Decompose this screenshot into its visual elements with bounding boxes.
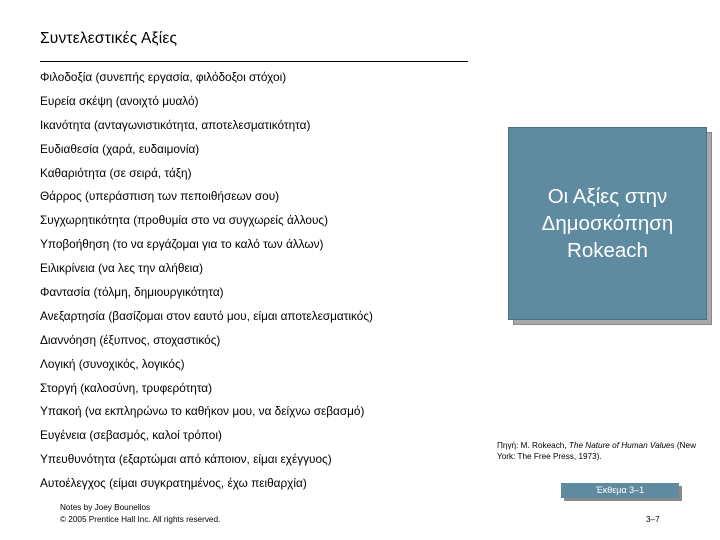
list-item: Ευγένεια (σεβασμός, καλοί τρόποι) <box>40 428 222 443</box>
list-item: Διαννόηση (έξυπνος, στοχαστικός) <box>40 332 221 347</box>
source-citation <box>497 440 697 462</box>
source-book-title: The Nature of Human Values <box>568 441 675 450</box>
callout-text <box>534 183 682 264</box>
list-item: Αυτοέλεγχος (είμαι συγκρατημένος, έχω πειθαρχία) <box>40 476 307 491</box>
title-divider <box>40 61 468 62</box>
list-item: Ικανότητα (ανταγωνιστικότητα, αποτελεσματικότητα) <box>40 117 311 132</box>
source-suffix: (New York: The Free Press, 1973). <box>497 441 697 461</box>
list-item: Υποβοήθηση (το να εργάζομαι για το καλό των άλλων) <box>40 237 324 252</box>
list-item: Λογική (συνοχικός, λογικός) <box>40 356 185 371</box>
callout-line: Οι Αξίες στην <box>547 185 668 208</box>
list-item: Θάρρος (υπεράσπιση των πεποιθήσεων σου) <box>40 189 280 204</box>
callout-line: Δημοσκόπηση <box>541 212 674 235</box>
list-item: Συγχωρητικότητα (προθυμία στο να συγχωρείς άλλους) <box>40 213 329 228</box>
values-list <box>40 66 510 496</box>
list-item: Ευρεία σκέψη (ανοιχτό μυαλό) <box>40 93 199 108</box>
footer-author: Notes by Joey Bounellos <box>60 503 151 512</box>
list-item: Ειλικρίνεια (να λες την αλήθεια) <box>40 261 204 276</box>
list-item: Ανεξαρτησία (βασίζομαι στον εαυτό μου, είμαι αποτελεσματικός) <box>40 308 373 323</box>
page-number: 3–7 <box>646 515 660 524</box>
source-prefix: Πηγή: M. Rokeach, <box>497 441 569 450</box>
list-item: Ευδιαθεσία (χαρά, ευδαιμονία) <box>40 141 200 156</box>
footer-copyright: © 2005 Prentice Hall Inc. All rights reserved. <box>60 515 221 524</box>
list-item: Καθαριότητα (σε σειρά, τάξη) <box>40 165 192 180</box>
exhibit-label <box>561 483 679 498</box>
footer-notes <box>60 502 220 526</box>
exhibit-text: Έκθεμα 3–1 <box>561 483 679 498</box>
list-item: Υπευθυνότητα (εξαρτώμαι από κάποιον, είμαι εχέγγυος) <box>40 452 332 467</box>
list-item: Υπακοή (να εκπληρώνω το καθήκον μου, να δείχνω σεβασμό) <box>40 404 365 419</box>
list-item: Φαντασία (τόλμη, δημιουργικότητα) <box>40 285 224 300</box>
list-item: Φιλοδοξία (συνεπής εργασία, φιλόδοξοι στόχοι) <box>40 70 287 84</box>
callout-box <box>508 127 707 320</box>
rokeach-callout <box>508 127 707 320</box>
list-item: Στοργή (καλοσύνη, τρυφερότητα) <box>40 380 213 395</box>
callout-line: Rokeach <box>567 239 648 262</box>
slide-title: Συντελεστικές Αξίες <box>40 30 178 47</box>
